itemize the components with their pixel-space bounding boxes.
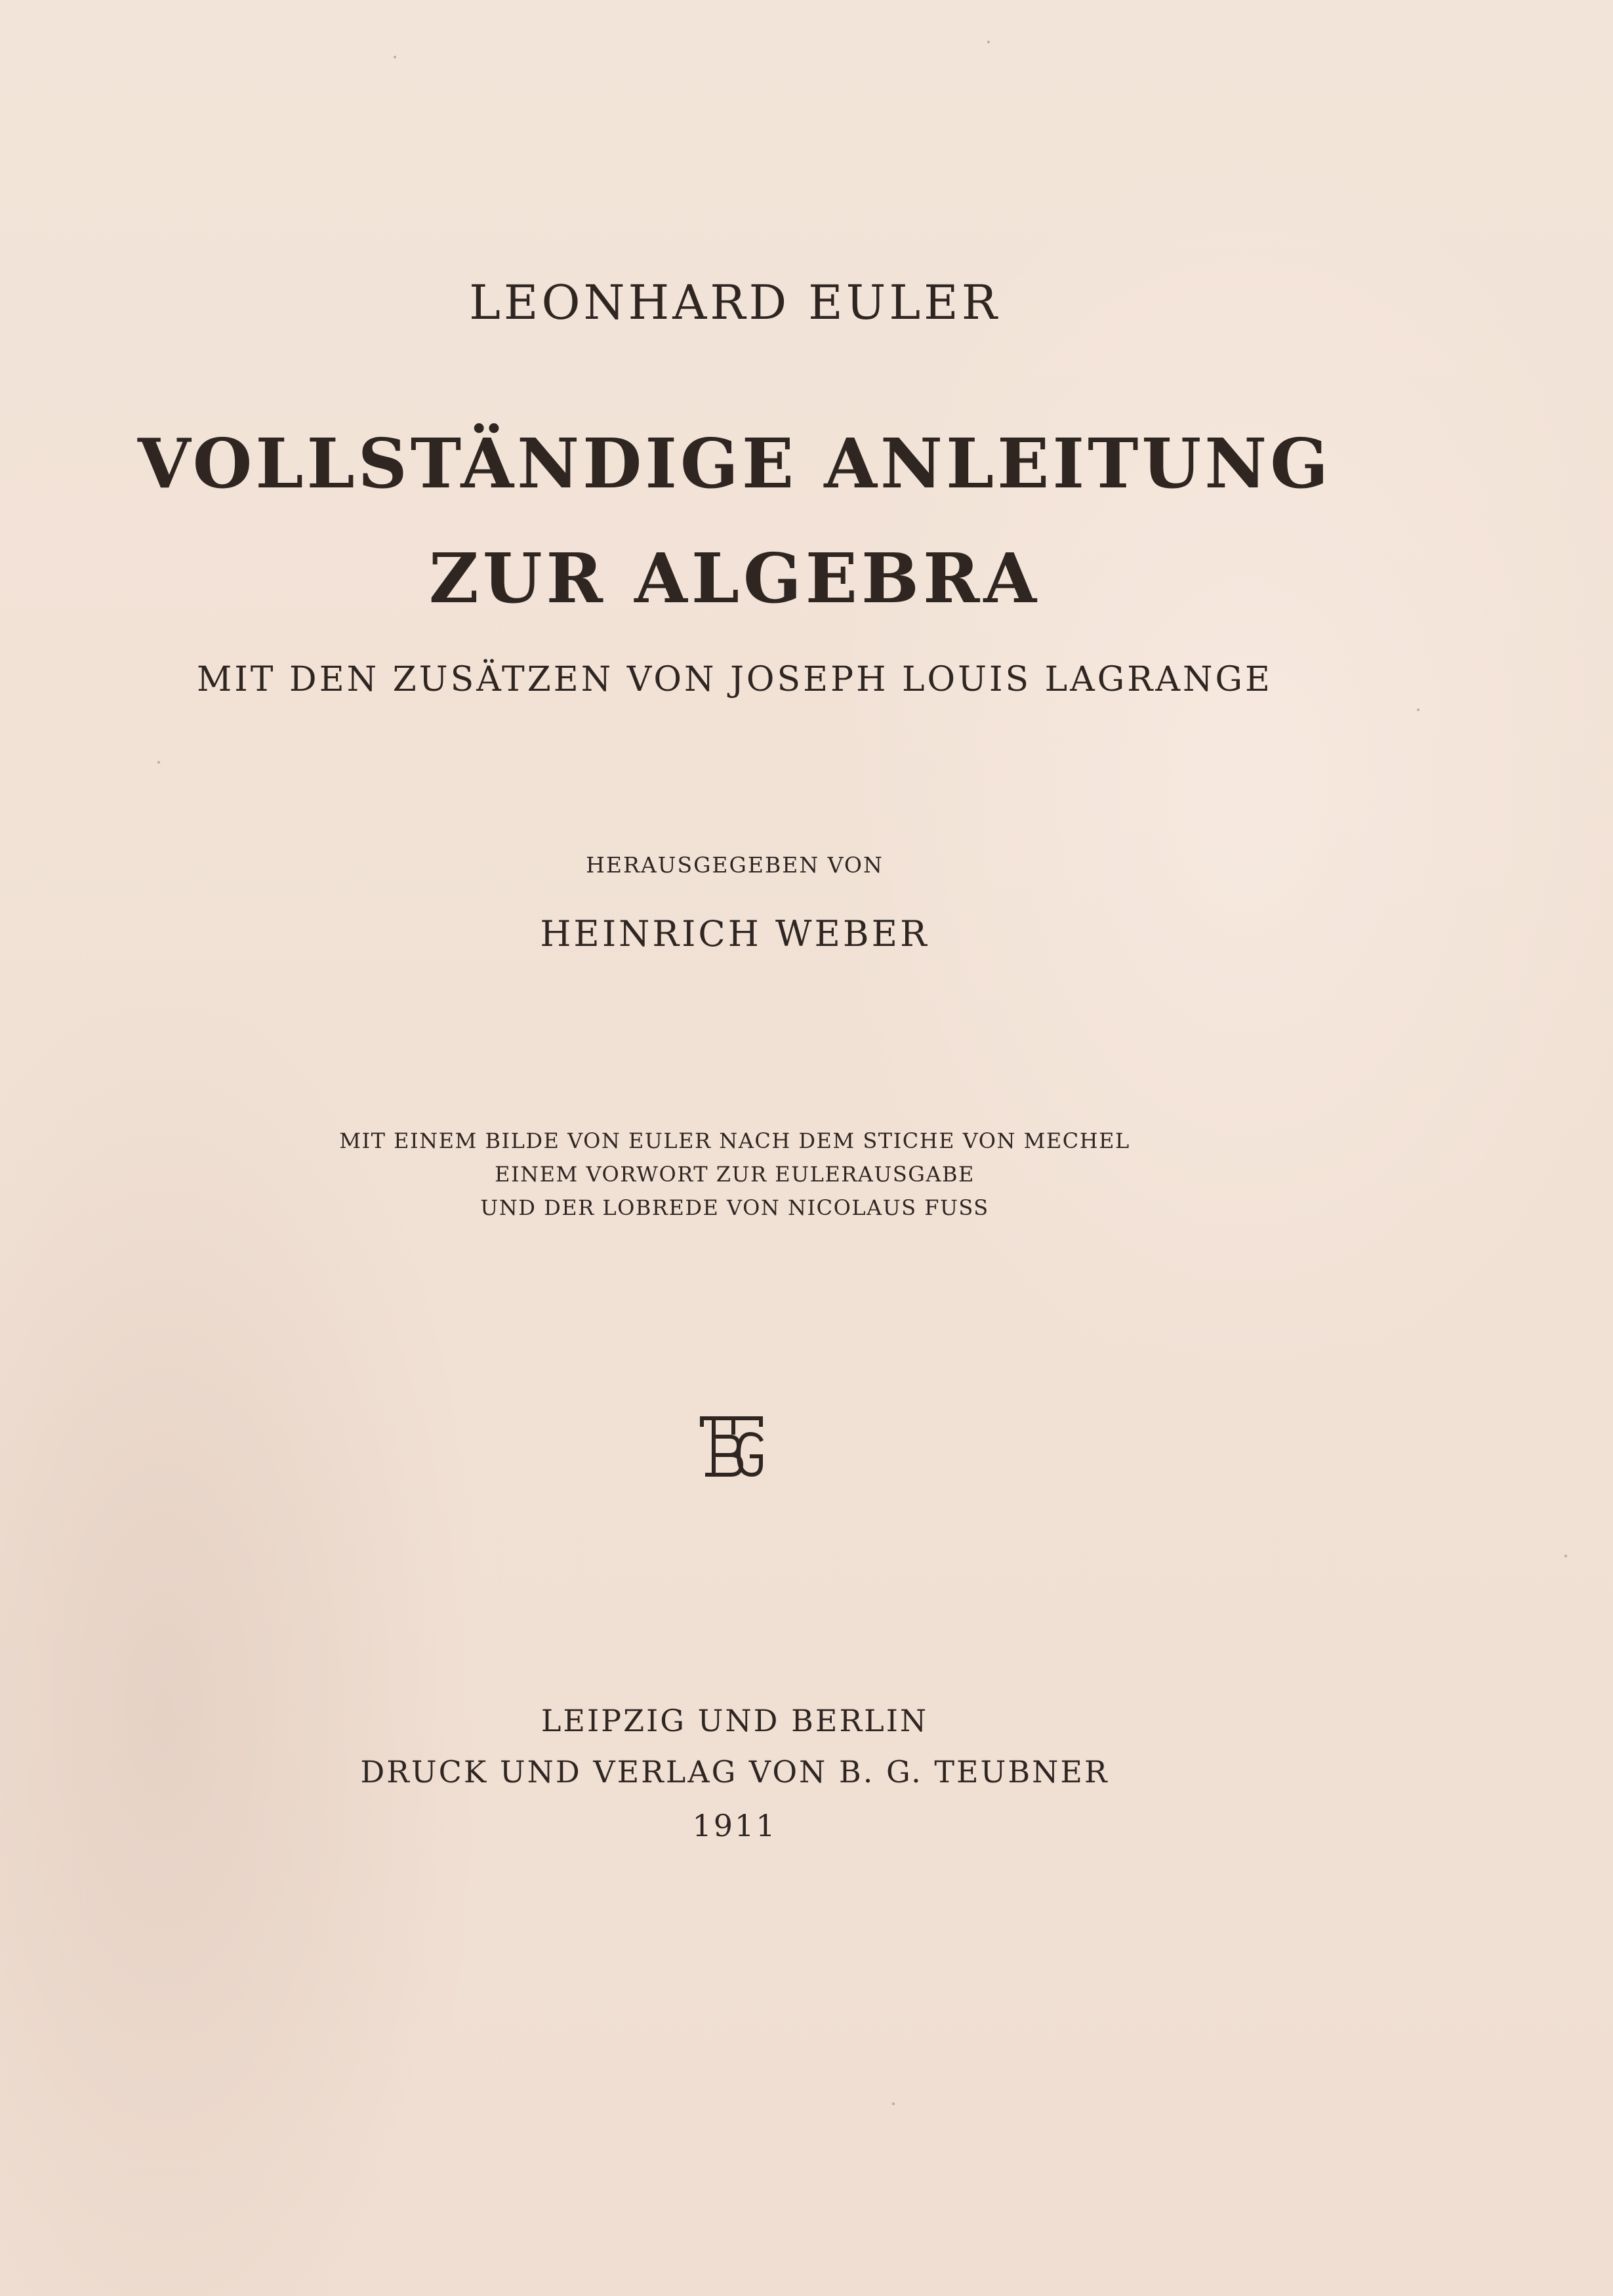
- contents-note-line-3: UND DER LOBREDE VON NICOLAUS FUSS: [480, 1195, 989, 1220]
- teubner-monogram-icon: [695, 1410, 767, 1483]
- book-title-line-1: VOLLSTÄNDIGE ANLEITUNG: [137, 423, 1332, 504]
- paper-speck: [1564, 1555, 1567, 1557]
- contents-note-line-2: EINEM VORWORT ZUR EULERAUSGABE: [495, 1162, 975, 1187]
- editor-name: HEINRICH WEBER: [540, 913, 929, 954]
- paper-speck: [1417, 708, 1419, 711]
- paper-speck: [892, 2102, 895, 2105]
- book-subtitle: MIT DEN ZUSÄTZEN VON JOSEPH LOUIS LAGRANGE: [197, 660, 1273, 699]
- edited-by-label: HERAUSGEGEBEN VON: [586, 852, 884, 878]
- author-name: LEONHARD EULER: [469, 275, 1000, 330]
- contents-note-line-1: MIT EINEM BILDE VON EULER NACH DEM STICHE VON MECHEL: [339, 1128, 1130, 1153]
- paper-speck: [157, 761, 160, 764]
- imprint-city: LEIPZIG UND BERLIN: [541, 1703, 929, 1738]
- imprint-publisher: DRUCK UND VERLAG VON B. G. TEUBNER: [360, 1754, 1109, 1790]
- book-title-line-2: ZUR ALGEBRA: [428, 538, 1041, 619]
- imprint-year: 1911: [692, 1808, 777, 1843]
- paper-speck: [394, 56, 396, 58]
- paper-speck: [987, 41, 990, 43]
